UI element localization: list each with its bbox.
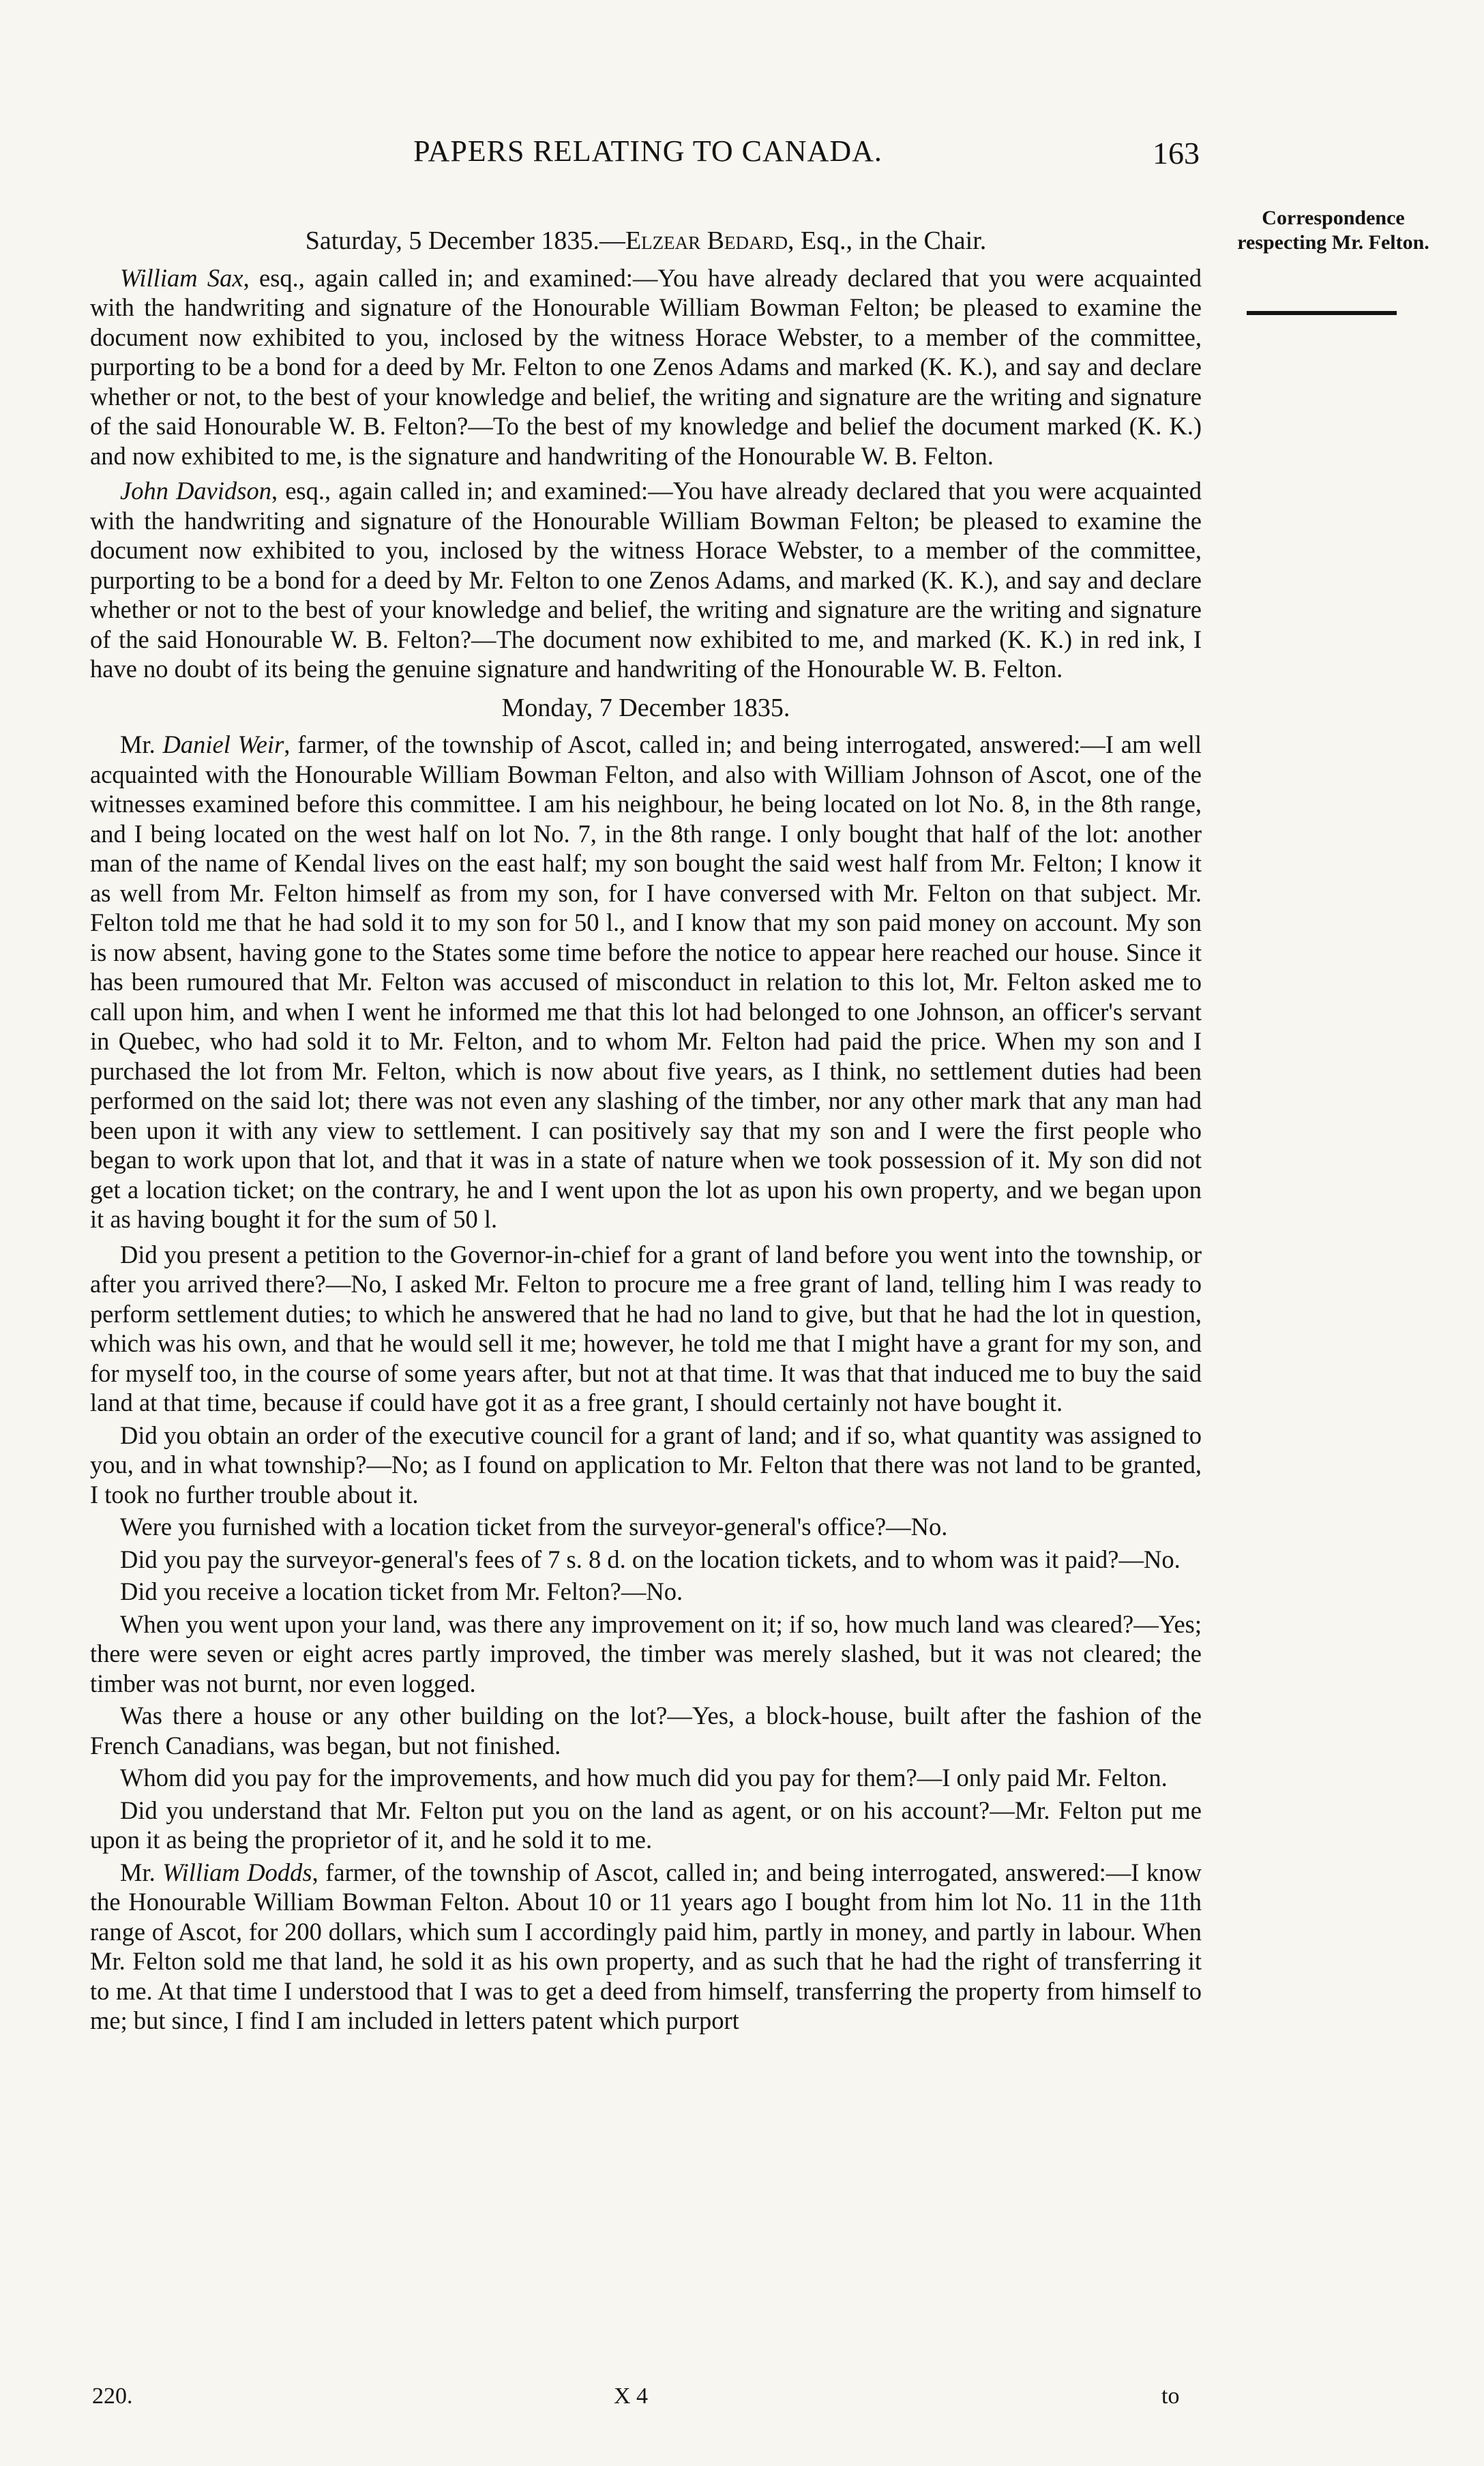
footer-catchword: to [1161,2383,1180,2409]
question-answer: Did you understand that Mr. Felton put you on the land as agent, or on his account?—Mr. Felton put me upon it as being the proprietor of it, and he sold it to me. [90,1796,1202,1854]
section-heading: Monday, 7 December 1835. [501,693,790,722]
footer-signature-mark: X 4 [614,2383,649,2409]
witness-name: William Dodds [162,1858,312,1886]
testimony-paragraph: John Davidson, esq., again called in; and examined:—You have already declared that you were acquainted with the handwriting and signature of the Honourable William Bowman Felton; be pleased to examine the document now exhibited to you, inclosed by the witness Horace Webster, to a member of the committee, purporting to be a bond for a deed by Mr. Felton to one Zenos Adams, and marked (K. K.), and say and declare whether or not to the best of your knowledge and belief, the writing and signature are the writing and signature of the said Honourable W. B. Felton?—The document now exhibited to me, and marked (K. K.) in red ink, I have no doubt of its being the genuine signature and handwriting of the Honourable W. B. Felton. [90,477,1202,683]
question-answer: Did you present a petition to the Governor-in-chief for a grant of land before you went into the township, or after you arrived there?—No, I asked Mr. Felton to procure me a free grant of land, telling him I was ready to perform settlement duties; to which he answered that he had no land to give, but that he had the lot in question, which was his own, and that he would sell it me; however, he told me that I might have a grant for my son, and for myself too, in the course of some years after, but not at that time. It was that that induced me to buy the said land at that time, because if could have got it as a free grant, I should certainly not have bought it. [90,1240,1202,1416]
question-answer: Did you pay the surveyor-general's fees of 7 s. 8 d. on the location tickets, and to whom was it paid?—No. [120,1545,1181,1573]
question-answer: Did you receive a location ticket from Mr. Felton?—No. [120,1577,683,1605]
question-answer: Was there a house or any other building on the lot?—Yes, a block-house, built after the fashion of the French Canadians, was began, but not finished. [90,1702,1202,1759]
text-column [90,217,1202,2041]
witness-name: Daniel Weir [162,730,284,758]
question-answer: Did you obtain an order of the executive council for a grant of land; and if so, what quantity was assigned to you, and in what township?—No; as I found on application to Mr. Felton that there was not land to be granted, I took no further trouble about it. [90,1421,1202,1509]
testimony-paragraph: Mr. Daniel Weir, farmer, of the township of Ascot, called in; and being interrogated, answered:—I am well acquainted with the Honourable William Bowman Felton, and also with William Johnson of Ascot, one of the witnesses examined before this committee. I am his neighbour, he being located on lot No. 8, in the 8th range, and I being located on the west half on lot No. 7, in the 8th range. I only bought that half of the lot: another man of the name of Kendal lives on the east half; my son bought the said west half from Mr. Felton; I know it as well from Mr. Felton himself as from my son, for I have conversed with Mr. Felton on that subject. Mr. Felton told me that he had sold it to my son for 50 l., and I know that my son paid money on account. My son is now absent, having gone to the States some time before the notice to appear here reached our house. Since it has been rumoured that Mr. Felton was accused of misconduct in relation to this lot, Mr. Felton asked me to call upon him, and when I went he informed me that this lot had belonged to one Johnson, an officer's servant in Quebec, who had sold it to Mr. Felton, and to whom Mr. Felton had paid the price. When my son and I purchased the lot from Mr. Felton, which is now about five years, as I think, no settlement duties had been performed on the said lot; there was not even any slashing of the timber, nor any other mark that any man had been upon it with any view to settlement. I can positively say that my son and I were the first people who began to work upon that lot, and that it was in a state of nature when we took possession of it. My son did not get a location ticket; on the contrary, he and I went upon the lot as upon his own property, and we began upon it as having bought it for the sum of 50 l. [90,730,1202,1233]
testimony-paragraph: Mr. William Dodds, farmer, of the township of Ascot, called in; and being interrogated, answered:—I know the Honourable William Bowman Felton. About 10 or 11 years ago I bought from him lot No. 11 in the 11th range of Ascot, for 200 dollars, which sum I accordingly paid him, partly in money, and partly in labour. When Mr. Felton sold me that land, he sold it as his own property, and as such that he had the right of transferring it to me. At that time I understood that I was to get a deed from himself, transferring the property from himself to me; but since, I find I am included in letters patent which purport [90,1858,1202,2034]
running-title: PAPERS RELATING TO CANADA. [413,134,882,168]
question-answer: When you went upon your land, was there any improvement on it; if so, how much land was cleared?—Yes; there were seven or eight acres partly improved, the timber was merely slashed, but it was not cleared; the timber was not burnt, nor even logged. [90,1609,1202,1697]
page-number: 163 [1153,136,1200,170]
margin-note-rule [1247,311,1397,315]
chair-name: Elzear Bedard [625,226,788,255]
witness-name: William Sax [120,263,243,292]
section-heading: Saturday, 5 December 1835.—Elzear Bedard, Esq., in the Chair. [305,226,987,255]
testimony-paragraph: William Sax, esq., again called in; and examined:—You have already declared that you were acquainted with the handwriting and signature of the Honourable William Bowman Felton; be pleased to examine the document now exhibited to you, inclosed by the witness Horace Webster, to a member of the committee, purporting to be a bond for a deed by Mr. Felton to one Zenos Adams and marked (K. K.), and say and declare whether or not, to the best of your knowledge and belief, the writing and signature are the writing and signature of the said Honourable W. B. Felton?—To the best of my knowledge and belief the document marked (K. K.) and now exhibited to me, is the signature and handwriting of the Honourable W. B. Felton. [90,263,1202,470]
margin-note: Correspondence respecting Mr. Felton. [1237,207,1429,254]
witness-name: John Davidson [120,477,271,505]
question-answer: Whom did you pay for the improvements, and how much did you pay for them?—I only paid Mr. Felton. [120,1764,1168,1792]
footer-sheet-number: 220. [92,2383,133,2409]
question-answer: Were you furnished with a location ticket from the surveyor-general's office?—No. [120,1513,948,1541]
